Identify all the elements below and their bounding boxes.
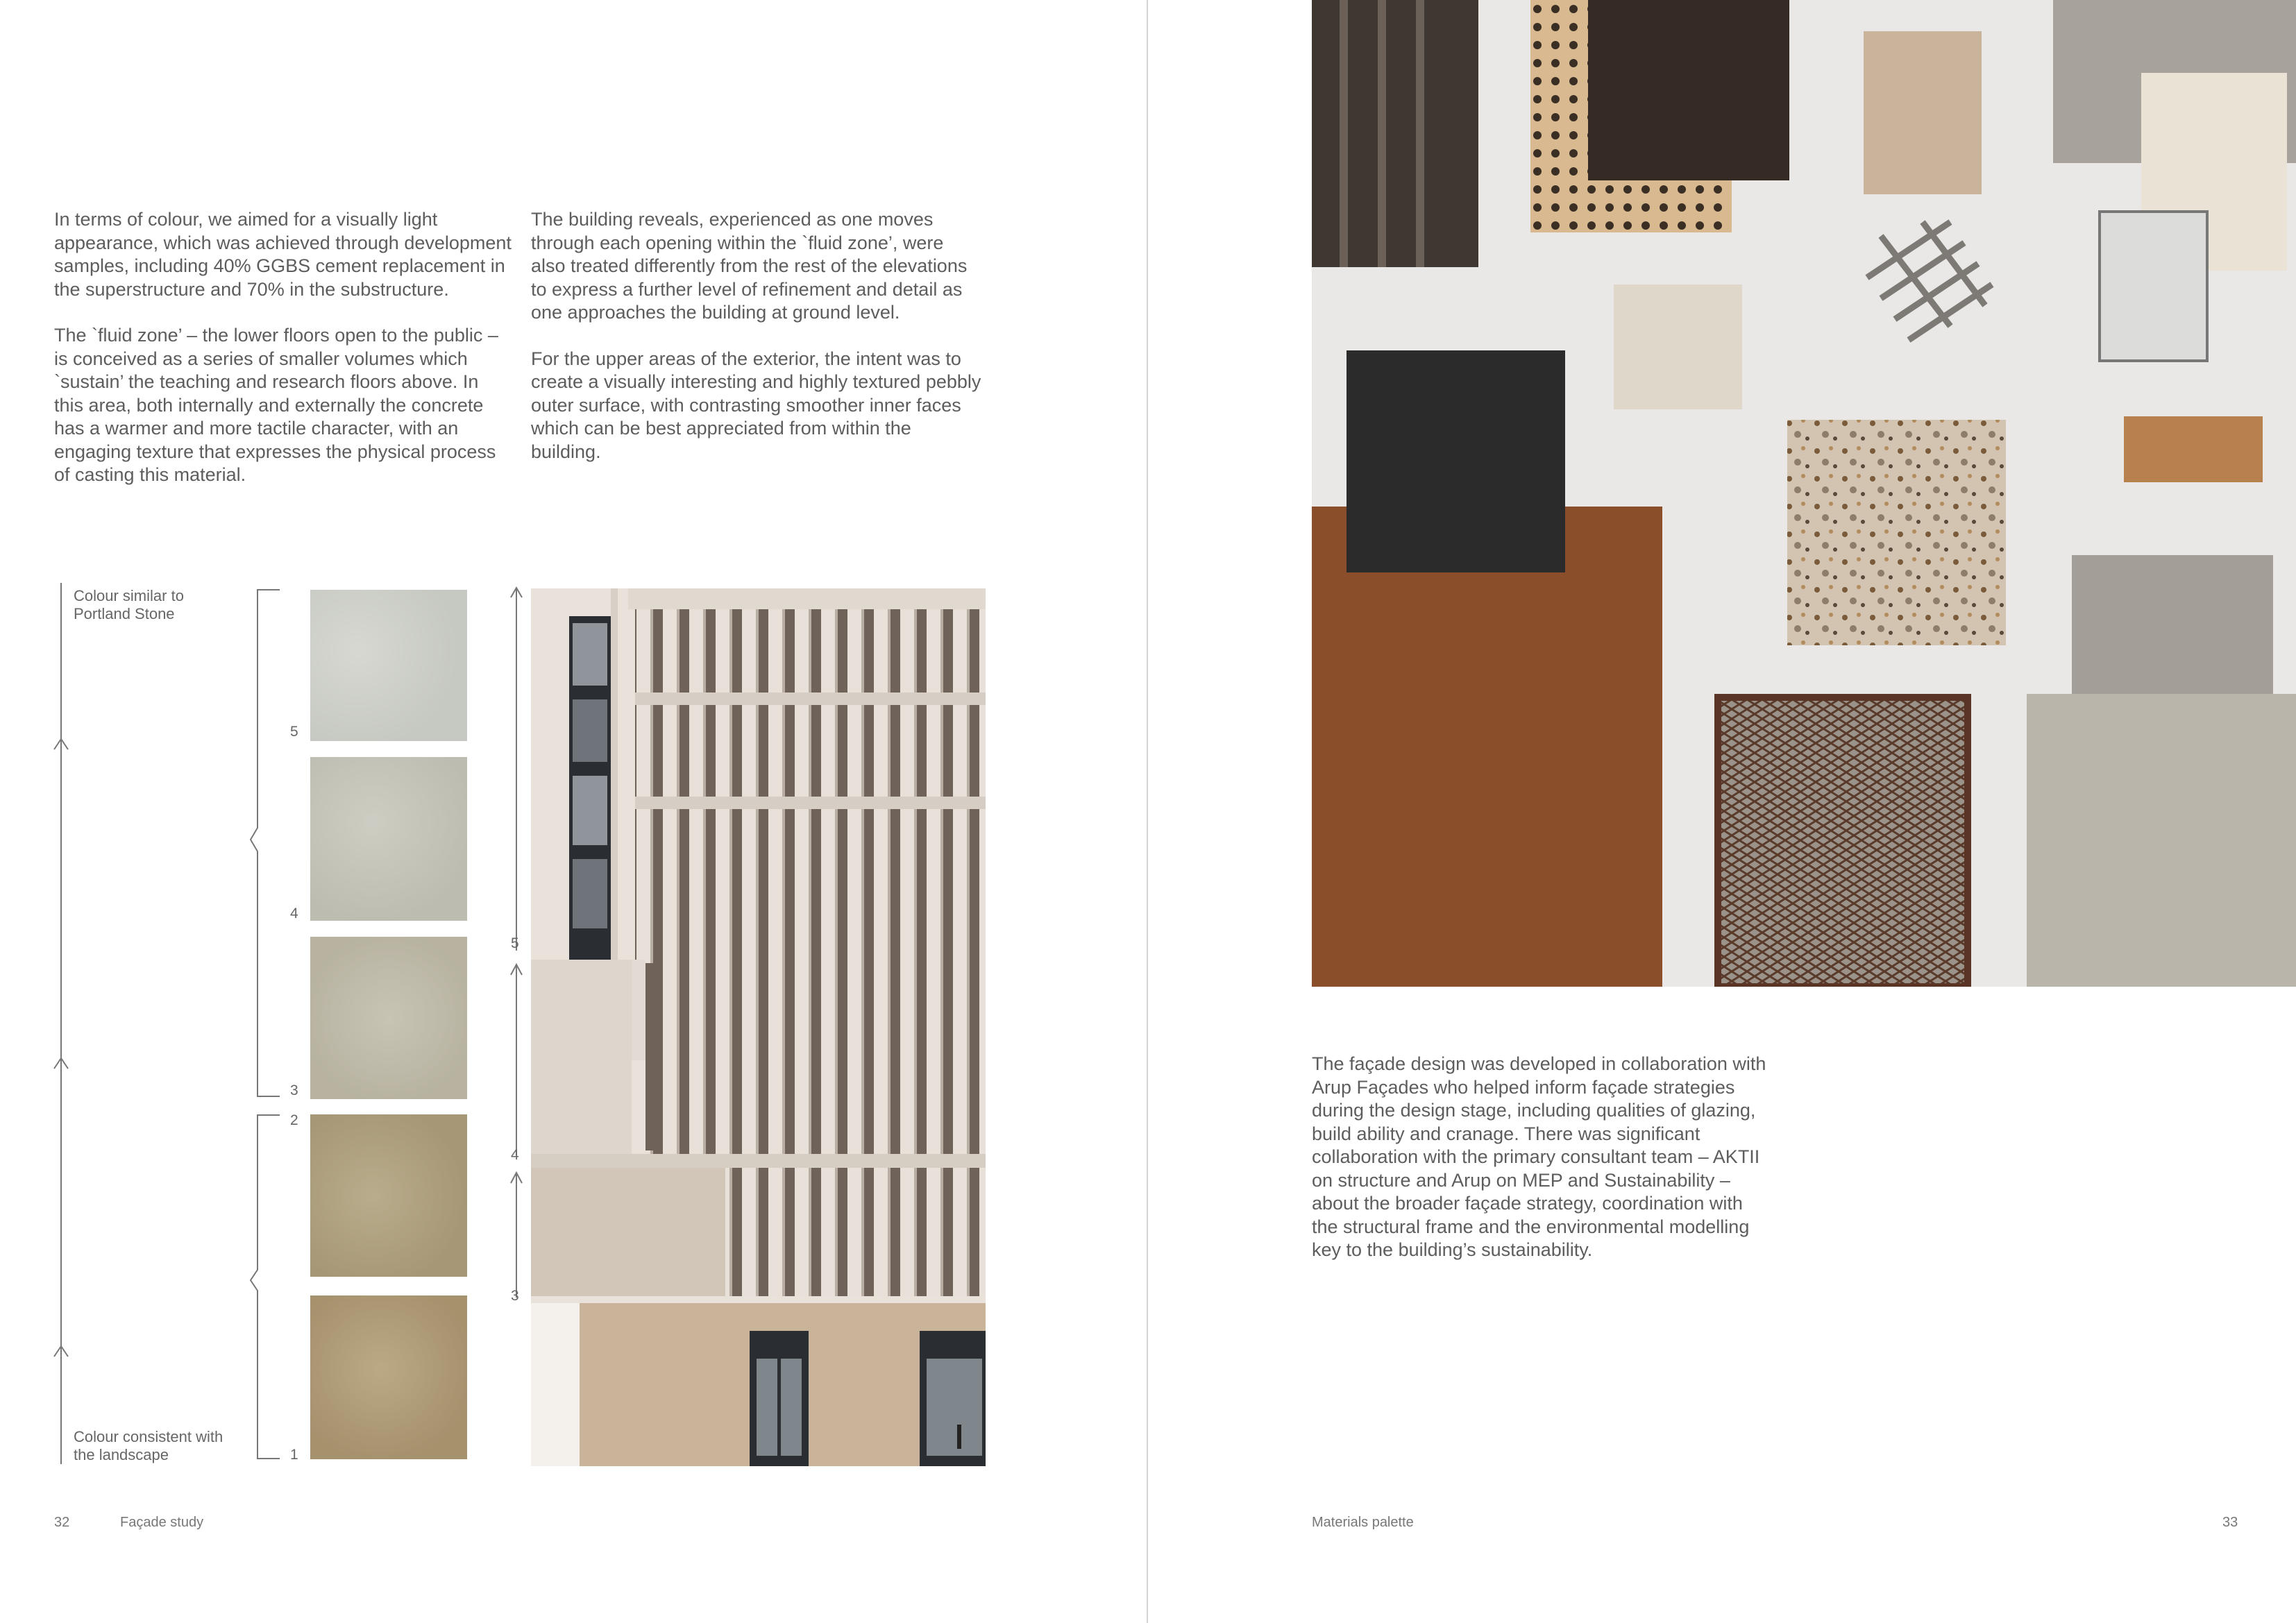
scale-number-5: 5 bbox=[290, 724, 298, 740]
concrete-sample-1 bbox=[310, 1295, 467, 1459]
page-number-left: 32 bbox=[54, 1515, 70, 1530]
elevation-number-4: 4 bbox=[511, 1147, 519, 1163]
section-title-right: Materials palette bbox=[1312, 1515, 1414, 1530]
intro-column-2 bbox=[531, 208, 982, 486]
page-gutter bbox=[1147, 0, 1148, 1623]
materials-palette-photo bbox=[1312, 0, 2296, 987]
concrete-sample-2 bbox=[310, 1114, 467, 1277]
page-number-right: 33 bbox=[2222, 1515, 2238, 1530]
section-title-left: Façade study bbox=[120, 1515, 204, 1530]
scale-number-4: 4 bbox=[290, 906, 298, 921]
label-portland-stone: Colour similar to Portland Stone bbox=[74, 587, 184, 622]
elevation-number-3: 3 bbox=[511, 1288, 519, 1304]
bracket-upper bbox=[246, 588, 281, 1098]
colour-scale-arrow bbox=[49, 583, 76, 1464]
paragraph: The `fluid zone’ – the lower floors open to the public – is conceived as a series of smaller volumes which `sustain’ the teaching and research floors above. In this area, both internally and externally the concrete has a warmer and more tactile character, with an engaging texture that expresses the physical process of casting this material. bbox=[54, 325, 498, 485]
paragraph: The building reveals, experienced as one moves through each opening within the `fluid zone’, were also treated differently from the rest of the elevations to express a further level of refinement and detail as one approaches the building at ground level. bbox=[531, 209, 968, 323]
scale-number-2: 2 bbox=[290, 1112, 298, 1128]
scale-number-3: 3 bbox=[290, 1082, 298, 1098]
bracket-lower bbox=[246, 1114, 281, 1461]
facade-collaboration-paragraph: The façade design was developed in collaboration with Arup Façades who helped inform façade strategies during the design stage, including qualities of glazing, build ability and cranage. There was significant collaboration with the primary consultant team – AKTII on structure and Arup on MEP and Sustainability – about the broader façade strategy, coordination with the structural frame and the environmental modelling key to the building’s sustainability. bbox=[1312, 1053, 1766, 1260]
building-elevation-drawing bbox=[531, 588, 986, 1466]
concrete-sample-5 bbox=[310, 590, 467, 741]
intro-column-1 bbox=[54, 208, 512, 510]
concrete-sample-3 bbox=[310, 937, 467, 1099]
concrete-sample-4 bbox=[310, 757, 467, 921]
paragraph: For the upper areas of the exterior, the intent was to create a visually interesting and highly textured pebbly outer surface, with contrasting smoother inner faces which can be best appreciated from within the building. bbox=[531, 348, 981, 462]
paragraph: In terms of colour, we aimed for a visually light appearance, which was achieved through development samples, including 40% GGBS cement replacement in the superstructure and 70% in the substructure. bbox=[54, 209, 512, 300]
label-landscape: Colour consistent with the landscape bbox=[74, 1428, 223, 1463]
scale-number-1: 1 bbox=[290, 1447, 298, 1463]
elevation-number-5: 5 bbox=[511, 935, 519, 951]
